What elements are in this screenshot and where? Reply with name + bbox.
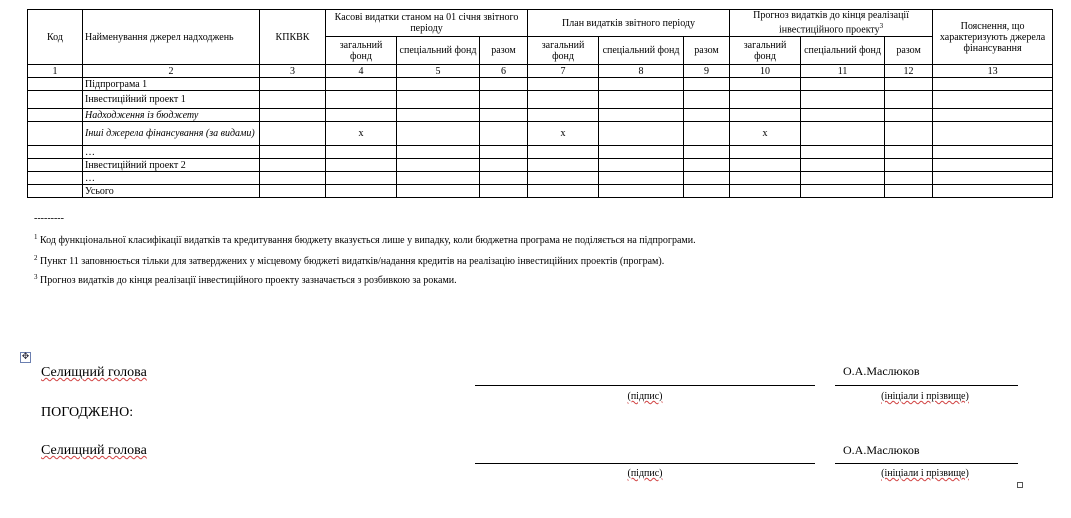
row-cell xyxy=(801,91,885,109)
row-cell xyxy=(599,146,684,159)
row-cell-mark xyxy=(528,78,599,91)
row-cell xyxy=(599,159,684,172)
row-cell-mark xyxy=(326,109,397,122)
col-num: 7 xyxy=(528,65,599,78)
row-cell xyxy=(885,78,933,91)
row-cell xyxy=(684,78,730,91)
row-cell-mark xyxy=(730,91,801,109)
name-caption-1: (ініціали і прізвище) xyxy=(881,391,969,402)
row-cell xyxy=(933,109,1053,122)
row-cell xyxy=(260,185,326,198)
col-num: 11 xyxy=(801,65,885,78)
row-cell xyxy=(933,159,1053,172)
footnote-2 xyxy=(34,256,664,267)
table-row xyxy=(28,78,1053,91)
row-name: … xyxy=(83,146,260,159)
row-cell-mark xyxy=(326,185,397,198)
footnote-separator: --------- xyxy=(34,213,64,224)
row-cell xyxy=(599,122,684,146)
col-num: 2 xyxy=(83,65,260,78)
header-kpkvk: КПКВК xyxy=(260,10,326,65)
row-cell xyxy=(684,146,730,159)
row-cell xyxy=(684,159,730,172)
row-cell xyxy=(397,91,480,109)
row-name: Надходження із бюджету xyxy=(83,109,260,122)
footnote-2-marker: 2 xyxy=(34,254,38,262)
footnote-1 xyxy=(34,235,696,246)
row-cell-mark xyxy=(528,146,599,159)
row-cell-mark xyxy=(326,78,397,91)
table-move-handle-icon[interactable]: ✥ xyxy=(21,352,30,362)
table-row xyxy=(28,122,1053,146)
row-name: Усього xyxy=(83,185,260,198)
row-name: Інші джерела фінансування (за видами) xyxy=(83,122,260,146)
row-cell xyxy=(885,146,933,159)
row-cell-mark xyxy=(528,172,599,185)
row-cell xyxy=(684,185,730,198)
row-cell-mark xyxy=(326,159,397,172)
row-cell xyxy=(397,122,480,146)
row-cell-mark xyxy=(528,109,599,122)
subheader-zagalnyi-1: загальний фонд xyxy=(326,37,397,65)
row-cell xyxy=(684,172,730,185)
col-num: 10 xyxy=(730,65,801,78)
footnote-3-text: Прогноз видатків до кінця реалізації інвестиційного проекту зазначається з розбивкою за роками. xyxy=(40,275,457,286)
row-cell xyxy=(801,172,885,185)
row-cell xyxy=(599,109,684,122)
row-cell-mark: x xyxy=(528,122,599,146)
row-cell xyxy=(260,146,326,159)
row-cell xyxy=(397,146,480,159)
col-num: 1 xyxy=(28,65,83,78)
row-cell xyxy=(260,78,326,91)
col-num: 4 xyxy=(326,65,397,78)
row-cell xyxy=(885,122,933,146)
row-cell xyxy=(28,159,83,172)
row-cell xyxy=(933,91,1053,109)
approved-label: ПОГОДЖЕНО: xyxy=(41,405,134,420)
row-cell xyxy=(397,172,480,185)
row-cell xyxy=(801,159,885,172)
subheader-spetsialnyi-1: спеціальний фонд xyxy=(397,37,480,65)
signer-name-1: О.А.Маслюков xyxy=(843,364,920,378)
footnote-3 xyxy=(34,275,457,286)
signature-line-2 xyxy=(475,463,815,464)
header-plan-vydatkiv: План видатків звітного періоду xyxy=(528,10,730,37)
header-prognoz-text: Прогноз видатків до кінця реалізації інвестиційного проекту xyxy=(753,10,909,36)
row-cell xyxy=(397,78,480,91)
row-cell-mark xyxy=(528,185,599,198)
row-cell xyxy=(480,109,528,122)
row-cell xyxy=(480,78,528,91)
row-cell-mark xyxy=(730,109,801,122)
signer-name-2: О.А.Маслюков xyxy=(843,443,920,457)
table-body xyxy=(28,78,1053,198)
row-cell xyxy=(480,185,528,198)
header-poiasnennia: Пояснення, що характеризують джерела фінансування xyxy=(933,10,1053,65)
row-cell-mark xyxy=(730,172,801,185)
row-cell xyxy=(28,185,83,198)
row-cell xyxy=(397,109,480,122)
row-cell xyxy=(260,109,326,122)
subheader-razom-1: разом xyxy=(480,37,528,65)
row-cell-mark: x xyxy=(730,122,801,146)
footnote-1-text: Код функціональної класифікації видатків та кредитування бюджету вказується лише у випадку, коли бюджетна програма не поділяється на підпрограми. xyxy=(40,235,696,246)
row-cell-mark xyxy=(730,185,801,198)
row-cell xyxy=(260,122,326,146)
row-cell xyxy=(28,146,83,159)
investment-sources-table xyxy=(27,9,1053,198)
row-cell xyxy=(260,159,326,172)
row-cell xyxy=(885,159,933,172)
footnote-1-marker: 1 xyxy=(34,233,38,241)
row-cell xyxy=(684,109,730,122)
row-name: Інвестиційний проект 2 xyxy=(83,159,260,172)
row-cell xyxy=(885,109,933,122)
row-name: Інвестиційний проект 1 xyxy=(83,91,260,109)
row-cell-mark xyxy=(730,78,801,91)
row-cell xyxy=(260,172,326,185)
row-cell xyxy=(599,78,684,91)
row-cell xyxy=(28,172,83,185)
name-line-2 xyxy=(835,463,1018,464)
row-cell xyxy=(885,172,933,185)
subheader-spetsialnyi-3: спеціальний фонд xyxy=(801,37,885,65)
row-cell xyxy=(599,91,684,109)
subheader-razom-3: разом xyxy=(885,37,933,65)
header-kasovi-vydatky: Касові видатки станом на 01 січня звітного періоду xyxy=(326,10,528,37)
row-name: … xyxy=(83,172,260,185)
header-kod: Код xyxy=(28,10,83,65)
col-num: 12 xyxy=(885,65,933,78)
footnote-2-text: Пункт 11 заповнюється тільки для затверджених у місцевому бюджеті видатків/надання кредитів на реалізацію інвестиційних проектів (програм). xyxy=(40,256,665,267)
footnote-3-marker: 3 xyxy=(34,273,38,281)
row-cell-mark xyxy=(528,91,599,109)
row-cell xyxy=(933,185,1053,198)
row-cell xyxy=(480,159,528,172)
table-row xyxy=(28,91,1053,109)
table-row xyxy=(28,159,1053,172)
col-num: 8 xyxy=(599,65,684,78)
signature-position-2: Селищний голова xyxy=(41,443,147,458)
row-cell-mark: x xyxy=(326,122,397,146)
row-cell xyxy=(801,146,885,159)
col-num: 6 xyxy=(480,65,528,78)
row-cell xyxy=(599,185,684,198)
table-row xyxy=(28,146,1053,159)
row-cell xyxy=(933,78,1053,91)
table-row xyxy=(28,109,1053,122)
row-cell xyxy=(885,185,933,198)
col-num: 5 xyxy=(397,65,480,78)
row-cell xyxy=(480,122,528,146)
row-cell xyxy=(801,122,885,146)
name-caption-2: (ініціали і прізвище) xyxy=(881,468,969,479)
row-cell xyxy=(801,109,885,122)
row-cell xyxy=(801,78,885,91)
row-cell xyxy=(933,146,1053,159)
row-cell-mark xyxy=(326,146,397,159)
row-cell xyxy=(885,91,933,109)
signature-caption-1: (підпис) xyxy=(627,391,663,402)
row-cell xyxy=(684,122,730,146)
row-cell xyxy=(28,91,83,109)
row-cell-mark xyxy=(730,159,801,172)
row-cell-mark xyxy=(326,91,397,109)
signature-line-1 xyxy=(475,385,815,386)
header-prognoz-vydatkiv xyxy=(730,10,933,37)
row-cell xyxy=(28,122,83,146)
table-resize-handle-icon[interactable] xyxy=(1017,482,1023,488)
subheader-spetsialnyi-2: спеціальний фонд xyxy=(599,37,684,65)
row-cell xyxy=(397,159,480,172)
table-row xyxy=(28,185,1053,198)
signature-position-1: Селищний голова xyxy=(41,365,147,380)
row-cell-mark xyxy=(730,146,801,159)
row-cell xyxy=(28,78,83,91)
row-cell xyxy=(684,91,730,109)
subheader-zagalnyi-2: загальний фонд xyxy=(528,37,599,65)
table-row xyxy=(28,172,1053,185)
subheader-razom-2: разом xyxy=(684,37,730,65)
col-num: 9 xyxy=(684,65,730,78)
row-cell-mark xyxy=(528,159,599,172)
row-cell-mark xyxy=(326,172,397,185)
row-cell xyxy=(480,91,528,109)
row-cell xyxy=(599,172,684,185)
row-cell xyxy=(28,109,83,122)
row-cell xyxy=(480,172,528,185)
row-name: Підпрограма 1 xyxy=(83,78,260,91)
signature-caption-2: (підпис) xyxy=(627,468,663,479)
subheader-zagalnyi-3: загальний фонд xyxy=(730,37,801,65)
row-cell xyxy=(260,91,326,109)
header-prognoz-sup: 3 xyxy=(879,22,884,31)
row-cell xyxy=(801,185,885,198)
column-number-row xyxy=(28,65,1053,78)
col-num: 3 xyxy=(260,65,326,78)
row-cell xyxy=(480,146,528,159)
header-naimenuvannia: Найменування джерел надходжень xyxy=(83,10,260,65)
col-num: 13 xyxy=(933,65,1053,78)
row-cell xyxy=(933,122,1053,146)
row-cell xyxy=(933,172,1053,185)
name-line-1 xyxy=(835,385,1018,386)
row-cell xyxy=(397,185,480,198)
